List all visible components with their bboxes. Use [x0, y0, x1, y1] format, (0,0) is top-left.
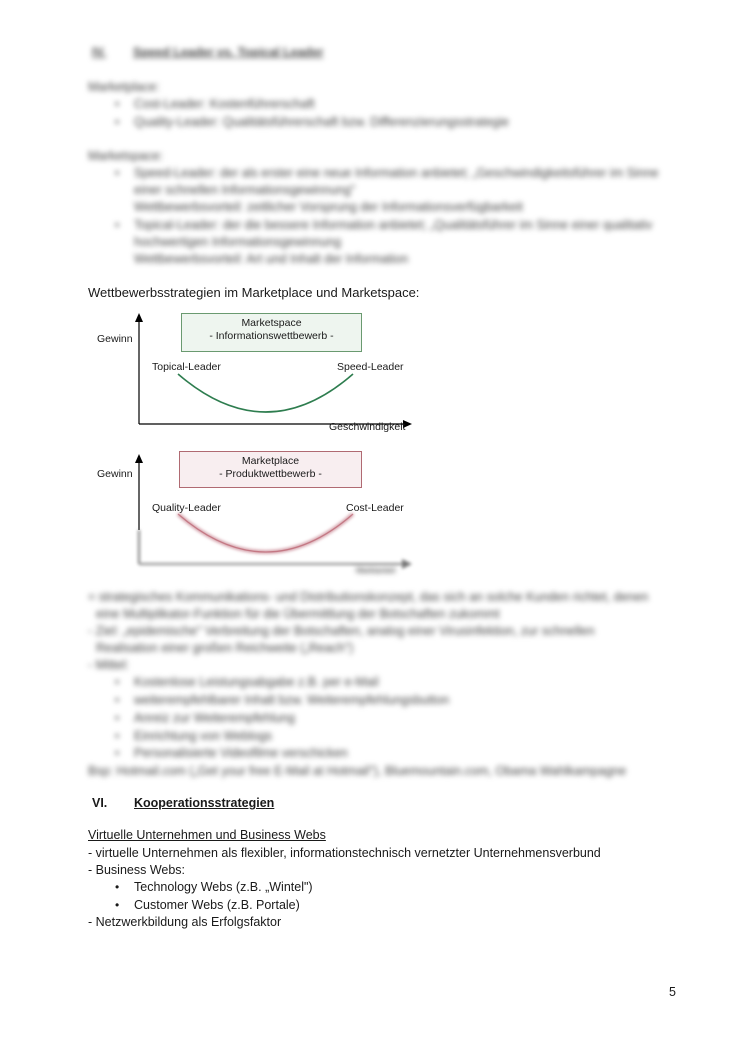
bullet: • — [115, 97, 120, 111]
blurred-marketplace-item: Quality-Leader: Qualitätsführerschaft bzw. Differenzierungsstrategie — [134, 115, 509, 129]
blurred-marketspace-line: Wettbewerbsvorteil: zeitlicher Vorsprung der Informationsverfügbarkeit — [134, 200, 523, 214]
body-line: - Business Webs: — [88, 863, 186, 877]
diagram1-x-label: Geschwindigkeit — [329, 421, 406, 433]
blurred-viral-line: eine Multiplikator-Funktion für die Übermittlung der Botschaften zukommt — [96, 607, 500, 621]
blurred-viral-item: weiterempfehlbarer Inhalt bzw. Weiterempfehlungsbutton — [134, 693, 450, 707]
bullet: • — [115, 218, 120, 232]
blurred-viral-item: Kostenlose Leistungsabgabe z.B. per e-Mail — [134, 675, 379, 689]
bullet: • — [115, 729, 120, 743]
sub-heading: Virtuelle Unternehmen und Business Webs — [88, 828, 326, 842]
blurred-viral-line: - Ziel: „epidemische" Verbreitung der Botschaften, analog einer Virusinfektion, zur schnellen — [88, 624, 595, 638]
body-line-last: - Netzwerkbildung als Erfolgsfaktor — [88, 915, 282, 929]
blurred-marketspace-line: hochwertigen Informationsgewinnung — [134, 235, 342, 249]
blurred-viral-item: Personalisierte Videofilme verschicken — [134, 746, 348, 760]
bullet: • — [115, 898, 120, 912]
blurred-viral-line: - Mittel: — [88, 658, 129, 672]
diagram2-box-title: Marketplace — [241, 455, 300, 467]
section-number: VI. — [92, 796, 108, 810]
diagram2-box-sub: - Produktwettbewerb - — [219, 468, 322, 480]
bullet: • — [115, 115, 120, 129]
blurred-marketspace-label: Marketspace: — [88, 149, 164, 163]
blurred-marketspace-line: Topical-Leader: der die bessere Information anbietet; „Qualitätsführer im Sinne einer qualitativ — [134, 218, 653, 232]
blurred-marketplace-item: Cost-Leader: Kostenführerschaft — [134, 97, 315, 111]
blurred-marketspace-line: einer schnellen Informationsgewinnung" — [134, 183, 356, 197]
bullet: • — [115, 693, 120, 707]
blurred-marketspace-line: Wettbewerbsvorteil: Art und Inhalt der Information — [134, 252, 409, 266]
body-line: - virtuelle Unternehmen als flexibler, informationstechnisch vernetzter Unternehmensverbund — [88, 846, 601, 860]
page-number: 5 — [669, 985, 676, 999]
bullet-item: Customer Webs (z.B. Portale) — [134, 898, 300, 912]
bullet-item: Technology Webs (z.B. „Wintel") — [134, 880, 313, 894]
blurred-viral-item: Anreiz zur Weiterempfehlung — [134, 711, 295, 725]
blurred-example: Bsp: Hotmail.com („Get your free E-Mail at Hotmail"), Bluemountain.com, Obama Wahlkampagne — [88, 764, 627, 778]
diagram1-left-label: Topical-Leader — [152, 361, 221, 373]
bullet: • — [115, 675, 120, 689]
diagram1-right-label: Speed-Leader — [337, 361, 404, 373]
diagram2-left-label: Quality-Leader — [152, 502, 221, 514]
diagram2-curve — [178, 514, 353, 552]
diagram1-y-label: Gewinn — [97, 333, 133, 345]
diagram2-blurred-lower — [139, 514, 412, 569]
blurred-marketspace-line: Speed-Leader: der als erster eine neue Information anbietet; „Geschwindigkeitsführer im Sinne — [134, 166, 659, 180]
blurred-viral-line: = strategisches Kommunikations- und Distributionskonzept, das sich an solche Kunden richtet, denen — [88, 590, 649, 604]
diagram2-y-label: Gewinn — [97, 468, 133, 480]
diagram-intro: Wettbewerbsstrategien im Marketplace und Marketspace: — [88, 285, 420, 300]
blurred-heading-num: IV. — [92, 45, 106, 59]
diagram2-x-label: Marktanteil — [356, 566, 396, 575]
diagram1-box-sub: - Informationswettbewerb - — [209, 330, 334, 342]
section-title: Kooperationsstrategien — [134, 796, 275, 810]
diagram2-box — [179, 451, 362, 488]
bullet: • — [115, 746, 120, 760]
diagram2-y-arrow — [135, 454, 143, 463]
diagram2-right-label: Cost-Leader — [346, 502, 404, 514]
bullet: • — [115, 880, 120, 894]
diagram1-box-title: Marketspace — [241, 317, 302, 329]
bullet: • — [115, 166, 120, 180]
bullet: • — [115, 711, 120, 725]
blurred-viral-line: Realisation einer großen Reichweite („Reach") — [96, 641, 354, 655]
blurred-heading: Speed Leader vs. Topical Leader — [133, 45, 324, 59]
blurred-marketplace-label: Marketplace: — [88, 80, 160, 94]
blurred-viral-item: Einrichtung von Weblogs — [134, 729, 273, 743]
